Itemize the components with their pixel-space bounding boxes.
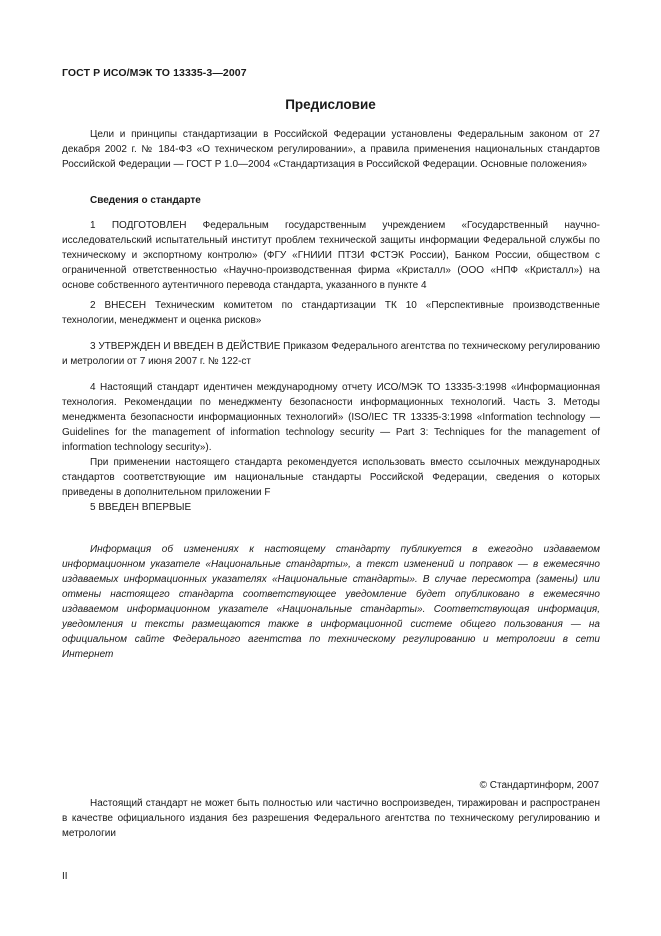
- item-4-block: [62, 380, 600, 500]
- intro-paragraph: Цели и принципы стандартизации в Российской Федерации установлены Федеральным законом от 27 декабря 2002 г. № 184-ФЗ «О техническом регулировании», а правила применения национальных стандартов Российской Федерации — ГОСТ Р 1.0—2004 «Стандартизация в Российской Федерации. Основные положения»: [62, 129, 600, 170]
- item-4-paragraph: 4 Настоящий стандарт идентичен международному отчету ИСО/МЭК ТО 13335-3:1998 «Информационная технология. Рекомендации по менеджменту безопасности информационных технологий. Часть 3. Методы менеджмента безопасности информационных технологий» (ISO/IEC TR 13335-3:1998 «Information technology — Guidelines for the management of information technology security — Part 3: Techniques for the management of information technology security»).: [62, 382, 600, 453]
- notice-paragraph: Информация об изменениях к настоящему стандарту публикуется в ежегодно издаваемом информационном указателе «Национальные стандарты», а текст изменений и поправок — в ежемесячно издаваемых информационных указателях «Национальные стандарты». В случае пересмотра (замены) или отмены настоящего стандарта соответствующее уведомление будет опубликовано в ежемесячно издаваемом информационном указателе «Национальные стандарты». Соответствующая информация, уведомления и тексты размещаются также в информационной системе общего пользования — на официальном сайте Федерального агентства по техническому регулированию и метрологии в сети Интернет: [62, 544, 600, 660]
- item-5-paragraph: 5 ВВЕДЕН ВПЕРВЫЕ: [90, 502, 192, 513]
- page-number: II: [62, 871, 68, 882]
- info-heading-block: [62, 193, 600, 208]
- item-2-paragraph: 2 ВНЕСЕН Техническим комитетом по стандартизации ТК 10 «Перспективные производственные технологии, менеджмент и оценка рисков»: [62, 300, 600, 326]
- standard-header: ГОСТ Р ИСО/МЭК ТО 13335-3—2007: [62, 67, 247, 79]
- item-3-block: [62, 339, 600, 369]
- item-2-block: [62, 298, 600, 328]
- page-title: Предисловие: [285, 97, 376, 112]
- item-1-paragraph: 1 ПОДГОТОВЛЕН Федеральным государственным учреждением «Государственный научно-исследовательский испытательный институт проблем технической защиты информации Федеральной службы по техническому и экспортному контролю» (ФГУ «ГНИИИ ПТЗИ ФСТЭК России), Банком России, обществом с ограниченной ответственностью «Научно-производственная фирма «Кристалл» (ООО «НПФ «Кристалл») на основе собственного аутентичного перевода стандарта, указанного в пункте 4: [62, 220, 600, 291]
- item-5-block: [62, 500, 600, 515]
- item-4-note-paragraph: При применении настоящего стандарта рекомендуется использовать вместо ссылочных международных стандартов соответствующие им национальные стандарты Российской Федерации, сведения о которых приведены в дополнительном приложении F: [62, 457, 600, 498]
- copyright-line: © Стандартинформ, 2007: [479, 780, 599, 791]
- notice-block: [62, 542, 600, 662]
- intro-block: [62, 127, 600, 172]
- item-3-paragraph: 3 УТВЕРЖДЕН И ВВЕДЕН В ДЕЙСТВИЕ Приказом Федерального агентства по техническому регулированию и метрологии от 7 июня 2007 г. № 122-ст: [62, 341, 600, 367]
- rights-paragraph: Настоящий стандарт не может быть полностью или частично воспроизведен, тиражирован и распространен в качестве официального издания без разрешения Федерального агентства по техническому регулированию и метрологии: [62, 798, 600, 839]
- info-heading: Сведения о стандарте: [90, 195, 201, 206]
- rights-block: [62, 796, 600, 841]
- item-1-block: [62, 218, 600, 293]
